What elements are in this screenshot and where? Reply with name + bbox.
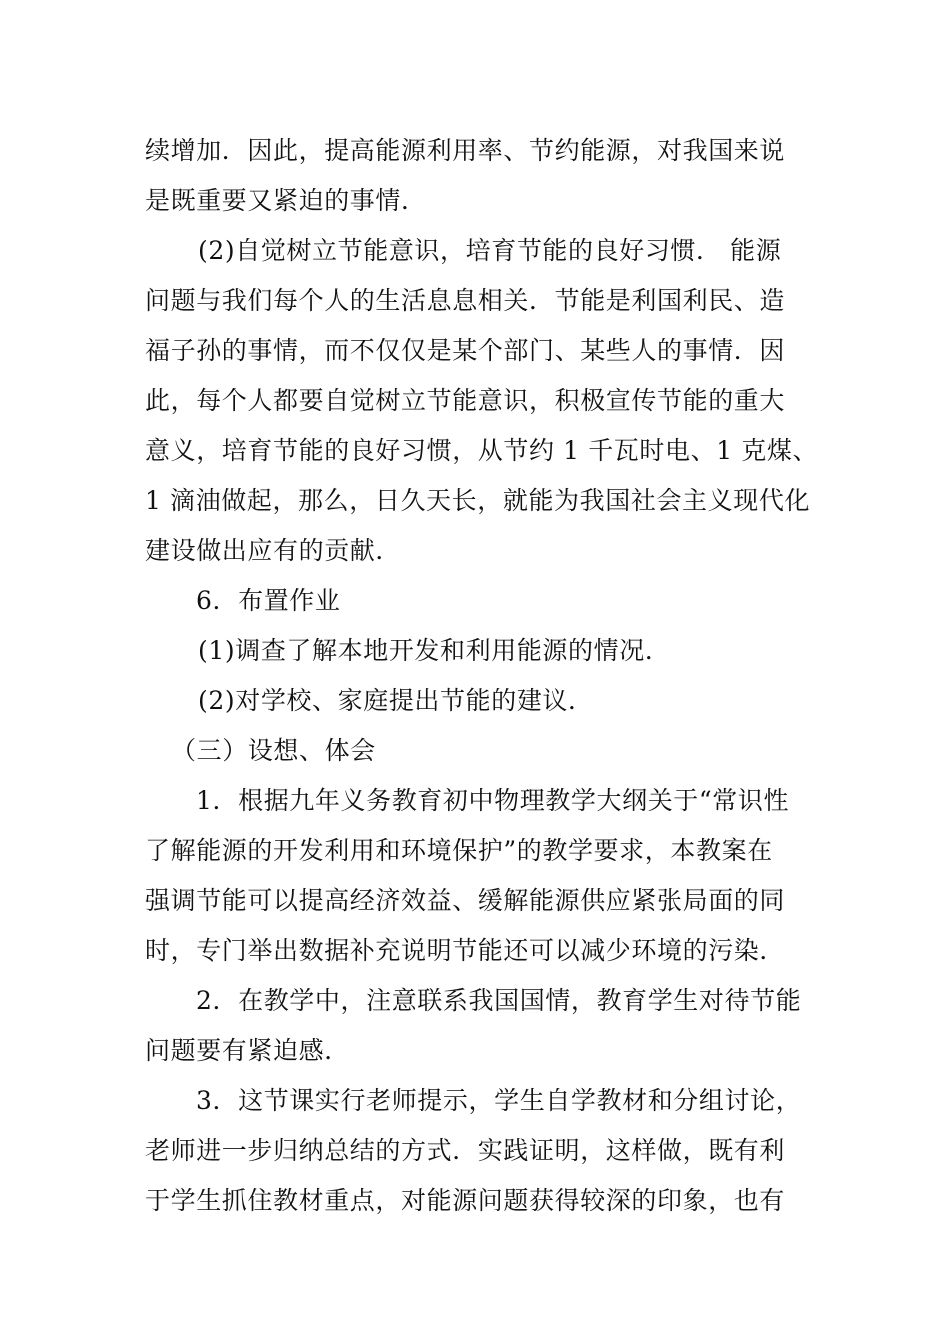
text-line-11: (1)调查了解本地开发和利用能源的情况． (198, 636, 671, 665)
text-line-9: 建设做出应有的贡献． (145, 536, 402, 565)
text-line-17: 时，专门举出数据补充说明节能还可以减少环境的污染． (145, 936, 786, 965)
text-line-2: 是既重要又紧迫的事情． (145, 186, 427, 215)
text-line-8: 1 滴油做起，那么，日久天长，就能为我国社会主义现代化 (145, 486, 811, 515)
text-line-21: 老师进一步归纳总结的方式．实践证明，这样做，既有利 (145, 1136, 786, 1165)
section-heading-reflection: （三）设想、体会 (171, 736, 376, 765)
text-line-3: (2)自觉树立节能意识，培育节能的良好习惯． 能源 (198, 236, 782, 265)
text-line-19: 问题要有紧迫感． (145, 1036, 350, 1065)
text-line-4: 问题与我们每个人的生活息息相关．节能是利国利民、造 (145, 286, 786, 315)
text-line-20: 3．这节课实行老师提示，学生自学教材和分组讨论， (196, 1086, 802, 1115)
text-line-22: 于学生抓住教材重点，对能源问题获得较深的印象，也有 (145, 1186, 786, 1215)
text-line-15: 了解能源的开发利用和环境保护”的教学要求，本教案在 (145, 836, 773, 865)
text-line-12: (2)对学校、家庭提出节能的建议． (198, 686, 594, 715)
text-line-6: 此，每个人都要自觉树立节能意识，积极宣传节能的重大 (145, 386, 786, 415)
text-line-7: 意义，培育节能的良好习惯，从节约 1 千瓦时电、1 克煤、 (145, 436, 819, 465)
text-line-14: 1．根据九年义务教育初中物理教学大纲关于“常识性 (196, 786, 790, 815)
text-line-5: 福子孙的事情，而不仅仅是某个部门、某些人的事情．因 (145, 336, 786, 365)
section-heading-homework: 6．布置作业 (196, 586, 341, 615)
text-line-16: 强调节能可以提高经济效益、缓解能源供应紧张局面的同 (145, 886, 786, 915)
text-line-18: 2．在教学中，注意联系我国国情，教育学生对待节能 (196, 986, 802, 1015)
text-line-1: 续增加．因此，提高能源利用率、节约能源，对我国来说 (145, 136, 786, 165)
